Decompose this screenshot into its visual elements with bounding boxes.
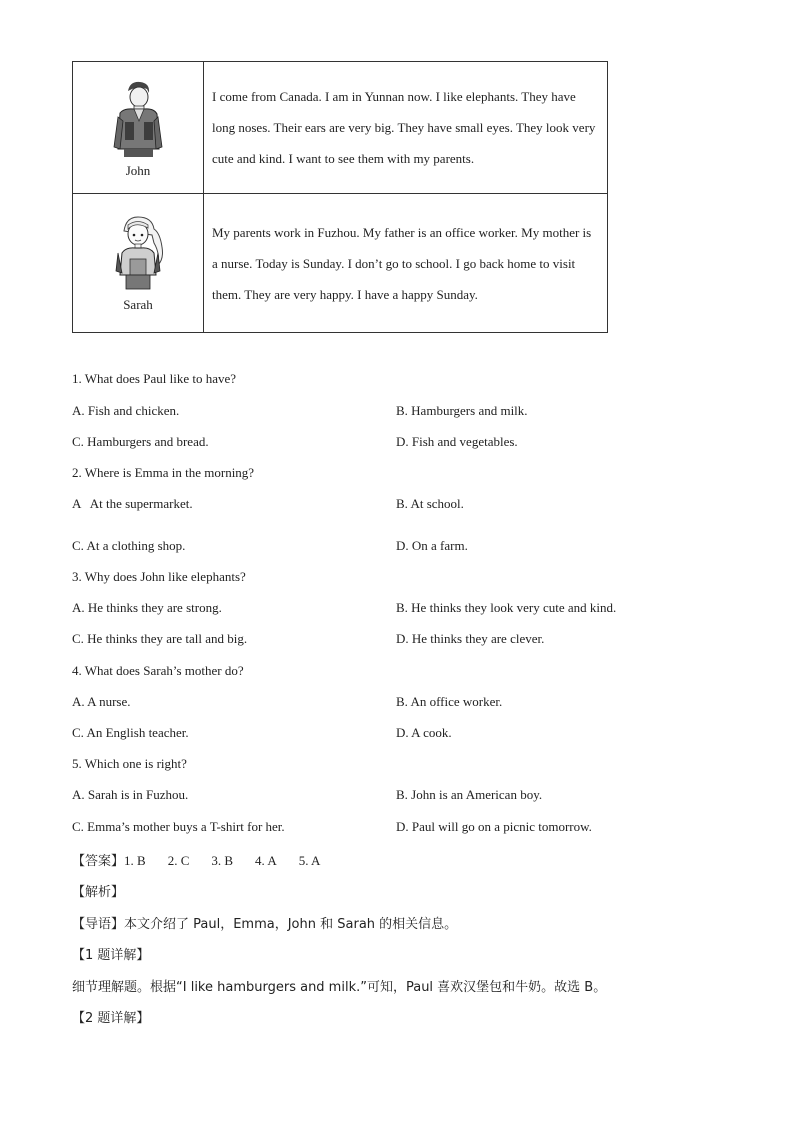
q3-option-d: D. He thinks they are clever.	[396, 631, 545, 646]
q4-option-b: B. An office worker.	[396, 694, 503, 709]
question-3: 3. Why does John like elephants?	[72, 569, 246, 584]
sarah-cell	[73, 194, 204, 333]
q2-option-d: D. On a farm.	[396, 538, 468, 553]
john-text: I come from Canada. I am in Yunnan now. I like elephants. They have long noses. Their ears are very big. They have small eyes. They look very cute and kind. I want to see them with my parents.	[204, 62, 608, 194]
q5-option-a: A. Sarah is in Fuzhou.	[72, 787, 189, 802]
q5-option-c: C. Emma’s mother buys a T-shirt for her.	[72, 819, 285, 834]
sarah-text: My parents work in Fuzhou. My father is an office worker. My mother is a nurse. Today is Sunday. I don’t go to school. I go back home to visit them. They are very happy. I have a happy Sunday.	[204, 194, 608, 333]
sarah-name: Sarah	[123, 297, 153, 313]
q1-option-d: D. Fish and vegetables.	[396, 434, 518, 449]
question-2: 2. Where is Emma in the morning?	[72, 465, 255, 480]
boy-illustration	[110, 77, 166, 159]
analysis-label: 【解析】	[72, 885, 125, 900]
info-table	[72, 61, 608, 333]
q4-option-a: A. A nurse.	[72, 694, 131, 709]
answer-item: 1. B	[124, 853, 146, 868]
q2-detail-label: 【2 题详解】	[72, 1011, 150, 1026]
q1-option-c: C. Hamburgers and bread.	[72, 434, 209, 449]
table-row-john	[73, 62, 608, 194]
john-name: John	[125, 162, 151, 178]
q4-option-d: D. A cook.	[396, 725, 452, 740]
q1-detail-label: 【1 题详解】	[72, 948, 150, 963]
q2-option-b: B. At school.	[396, 496, 464, 511]
q1-option-a: A. Fish and chicken.	[72, 403, 180, 418]
question-5: 5. Which one is right?	[72, 756, 187, 771]
q2-option-c: C. At a clothing shop.	[72, 538, 186, 553]
answer-item: 3. B	[211, 853, 234, 868]
guide-label: 【导语】	[72, 917, 125, 932]
q3-option-a: A. He thinks they are strong.	[72, 600, 222, 615]
answer-label: 【答案】	[72, 854, 125, 869]
guide-line	[72, 913, 457, 932]
guide-text: 本文介绍了 Paul，Emma，John 和 Sarah 的相关信息。	[124, 917, 458, 932]
question-1: 1. What does Paul like to have?	[72, 371, 237, 386]
table-row-sarah	[73, 194, 608, 333]
answer-line	[72, 850, 320, 869]
girl-illustration	[108, 213, 168, 293]
q1-detail-text: 细节理解题。根据“I like hamburgers and milk.”可知，Paul 喜欢汉堡包和牛奶。故选 B。	[72, 980, 607, 995]
q5-option-b: B. John is an American boy.	[396, 787, 543, 802]
q1-option-b: B. Hamburgers and milk.	[396, 403, 528, 418]
answer-item: 2. C	[167, 853, 190, 868]
answer-item: 4. A	[255, 853, 277, 868]
q4-option-c: C. An English teacher.	[72, 725, 189, 740]
john-cell	[73, 62, 204, 194]
question-4: 4. What does Sarah’s mother do?	[72, 663, 244, 678]
q3-option-b: B. He thinks they look very cute and kind.	[396, 600, 617, 615]
answer-item: 5. A	[298, 853, 321, 868]
q5-option-d: D. Paul will go on a picnic tomorrow.	[396, 819, 592, 834]
q3-option-c: C. He thinks they are tall and big.	[72, 631, 248, 646]
q2-option-a: A At the supermarket.	[72, 496, 193, 511]
